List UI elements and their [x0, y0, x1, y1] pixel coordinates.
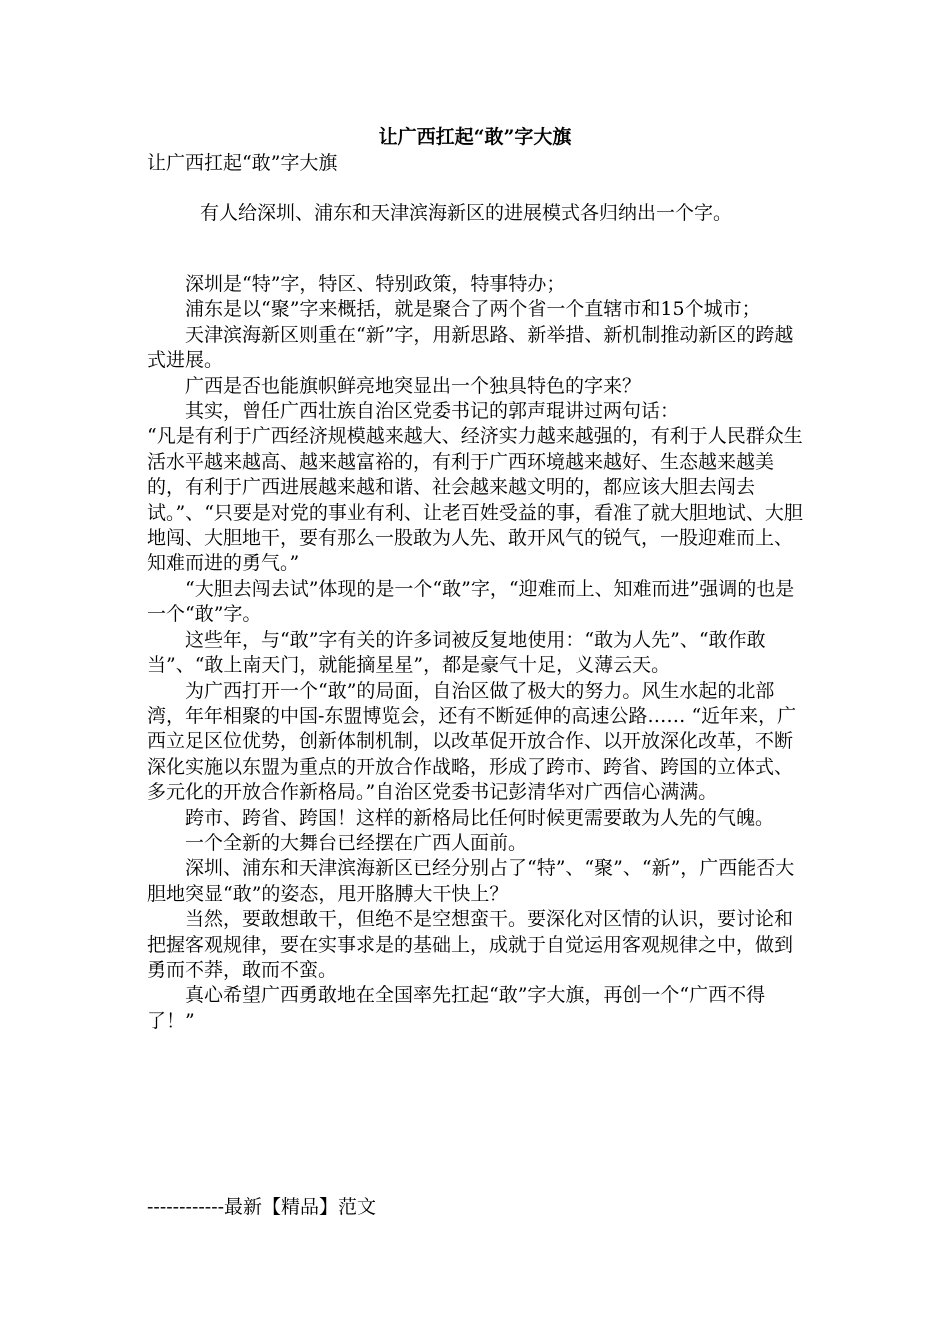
document-subtitle: 让广西扛起“敢”字大旗: [147, 152, 338, 174]
document-footer: ------------最新【精品】范文: [147, 1196, 377, 1218]
paragraph: 深圳、浦东和天津滨海新区已经分别占了“特”、“聚”、“新”，广西能否大胆地突显“敢”的姿态，甩开胳膊大干快上？: [147, 857, 795, 905]
paragraph: 这些年，与“敢”字有关的许多词被反复地使用：“敢为人先”、“敢作敢当”、“敢上南天门，就能摘星星”，都是豪气十足，义薄云天。: [147, 628, 766, 677]
paragraph: 一个全新的大舞台已经摆在广西人面前。: [185, 831, 528, 854]
paragraph: 广西是否也能旗帜鲜亮地突显出一个独具特色的字来？: [185, 374, 642, 397]
paragraph: 其实，曾任广西壮族自治区党委书记的郭声琨讲过两句话：: [185, 400, 680, 423]
paragraph: 跨市、跨省、跨国！这样的新格局比任何时候更需要敢为人先的气魄。: [185, 806, 775, 829]
quote-paragraph: “凡是有利于广西经济规模越来越大、经济实力越来越强的，有利于人民群众生活水平越来越高、越来越富裕的，有利于广西环境越来越好、生态越来越美的，有利于广西进展越来越和谐、社会越来越文明的，都应该大胆去闯去试。”、“只要是对党的事业有利、让老百姓受益的事，看准了就大胆地试、大胆地闯、大胆地干，要有那么一股敢为人先、敢开风气的锐气，一股迎难而上、知难而进的勇气。”: [147, 425, 803, 575]
document-title: 让广西扛起“敢”字大旗: [378, 126, 572, 148]
paragraph: 真心希望广西勇敢地在全国率先扛起“敢”字大旗，再创一个“广西不得了！”: [147, 984, 766, 1032]
paragraph: 当然，要敢想敢干，但绝不是空想蛮干。要深化对区情的认识，要讨论和把握客观规律，要在实事求是的基础上，成就于自觉运用客观规律之中，做到勇而不莽，敢而不蛮。: [147, 908, 794, 981]
document-body: [147, 272, 807, 1034]
paragraph: 浦东是以“聚”字来概括，就是聚合了两个省一个直辖市和15个城市；: [185, 298, 761, 321]
paragraph: “大胆去闯去试”体现的是一个“敢”字，“迎难而上、知难而进”强调的也是一个“敢”字。: [147, 577, 795, 626]
paragraph: 深圳是“特”字，特区、特别政策，特事特办；: [185, 273, 566, 295]
intro-paragraph: 有人给深圳、浦东和天津滨海新区的进展模式各归纳出一个字。: [200, 202, 733, 224]
paragraph: 为广西打开一个“敢”的局面，自治区做了极大的努力。风生水起的北部湾，年年相聚的中国-东盟博览会，还有不断延伸的高速公路…… “近年来，广西立足区位优势，创新体制机制，以改革促开放合作、以开放深化改革，不断深化实施以东盟为重点的开放合作战略，形成了跨市、跨省、跨国的立体式、多元化的开放合作新格局。”自治区党委书记彭清华对广西信心满满。: [147, 679, 797, 804]
paragraph: 天津滨海新区则重在“新”字，用新思路、新举措、新机制推动新区的跨越式进展。: [147, 323, 794, 372]
